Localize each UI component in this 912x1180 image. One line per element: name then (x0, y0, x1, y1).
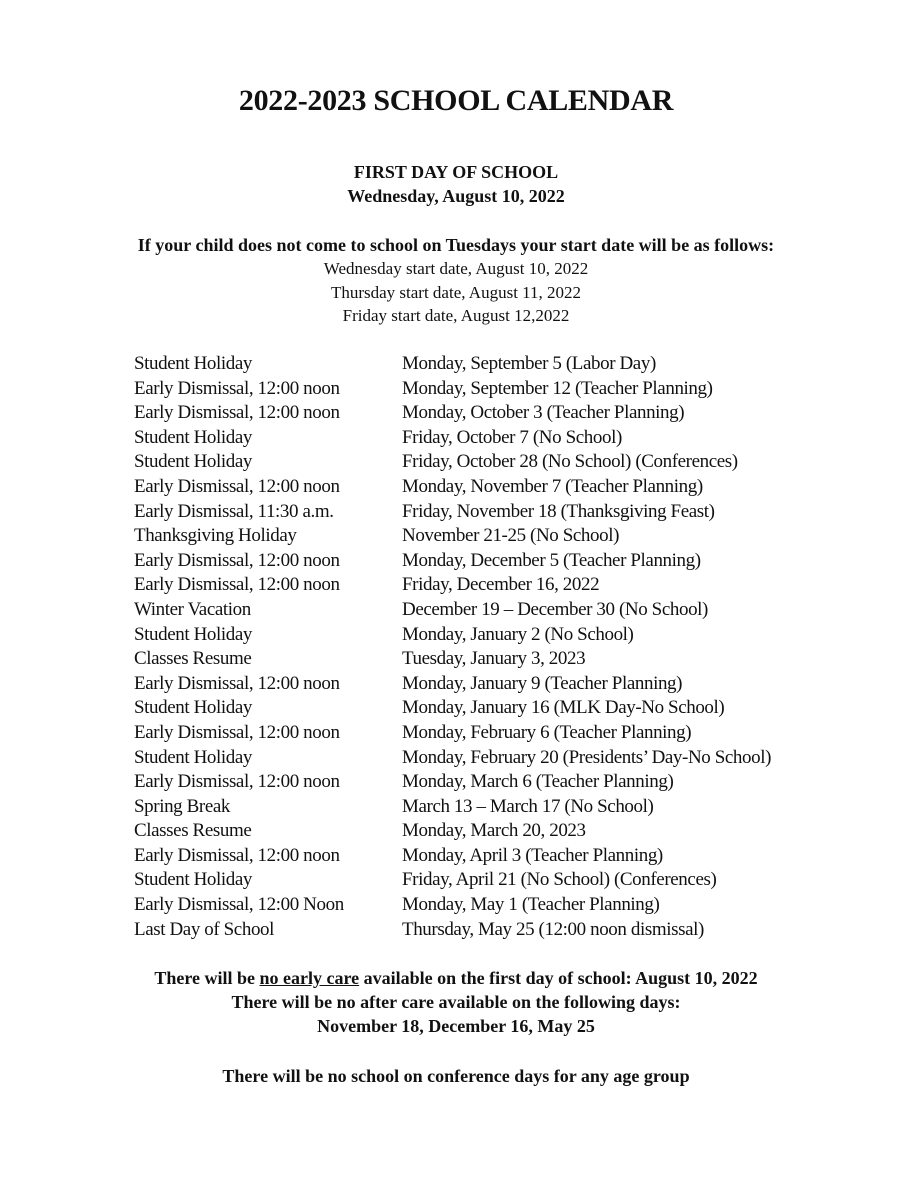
tuesday-note-heading: If your child does not come to school on Tuesdays your start date will be as follows: (137, 235, 775, 255)
event-date: March 13 – March 17 (No School) (402, 795, 654, 817)
after-care-dates: November 18, December 16, May 25 (317, 1016, 595, 1036)
event-date: Monday, September 5 (Labor Day) (402, 353, 656, 374)
event-name: Early Dismissal, 12:00 noon (134, 574, 340, 596)
early-care-suffix: available on the first day of school: August 10, 2022 (359, 968, 758, 988)
event-name: Early Dismissal, 12:00 noon (134, 771, 340, 793)
event-name: Early Dismissal, 12:00 noon (134, 377, 340, 399)
event-name: Student Holiday (134, 746, 253, 768)
event-name: Early Dismissal, 12:00 noon (134, 475, 340, 497)
event-name: Early Dismissal, 12:00 Noon (134, 894, 344, 916)
event-date: Monday, September 12 (Teacher Planning) (402, 377, 713, 399)
start-date-line: Friday start date, August 12,2022 (342, 306, 570, 325)
event-date: Friday, October 28 (No School) (Conferences) (402, 451, 738, 473)
start-date-line: Wednesday start date, August 10, 2022 (323, 259, 589, 278)
event-name: Early Dismissal, 12:00 noon (134, 402, 340, 424)
event-name: Spring Break (134, 795, 230, 817)
event-name: Early Dismissal, 11:30 a.m. (134, 500, 334, 522)
event-name: Classes Resume (134, 648, 252, 670)
event-date: Monday, January 16 (MLK Day-No School) (402, 697, 725, 719)
event-date: December 19 – December 30 (No School) (402, 598, 708, 620)
event-date: Friday, October 7 (No School) (402, 426, 622, 448)
event-date: Monday, December 5 (Teacher Planning) (402, 549, 701, 571)
early-care-note (0, 968, 912, 989)
event-date: Monday, January 2 (No School) (402, 623, 634, 645)
event-name: Early Dismissal, 12:00 noon (134, 672, 340, 694)
event-date: Monday, February 20 (Presidents’ Day-No School) (402, 746, 772, 768)
event-name: Early Dismissal, 12:00 noon (134, 549, 340, 571)
event-name: Thanksgiving Holiday (134, 525, 297, 547)
event-date: Thursday, May 25 (12:00 noon dismissal) (402, 918, 704, 940)
first-day-date: Wednesday, August 10, 2022 (347, 186, 565, 206)
event-date: Monday, April 3 (Teacher Planning) (402, 844, 663, 866)
first-day-heading: FIRST DAY OF SCHOOL (353, 162, 559, 182)
event-date: Friday, December 16, 2022 (402, 574, 600, 596)
event-date: Monday, November 7 (Teacher Planning) (402, 475, 703, 497)
conference-note: There will be no school on conference days for any age group (222, 1066, 690, 1086)
event-date: Monday, January 9 (Teacher Planning) (402, 672, 683, 694)
event-name: Student Holiday (134, 451, 253, 473)
event-date: Monday, May 1 (Teacher Planning) (402, 894, 660, 916)
early-care-prefix: There will be (154, 968, 260, 988)
event-name: Student Holiday (134, 353, 253, 374)
event-name: Winter Vacation (134, 598, 251, 620)
event-date: Monday, October 3 (Teacher Planning) (402, 402, 685, 424)
event-date: Monday, February 6 (Teacher Planning) (402, 721, 692, 743)
event-name: Early Dismissal, 12:00 noon (134, 844, 340, 866)
early-care-emphasis: no early care (259, 968, 360, 988)
event-name: Early Dismissal, 12:00 noon (134, 721, 340, 743)
event-name: Student Holiday (134, 697, 253, 719)
event-name: Student Holiday (134, 869, 253, 891)
event-date: Tuesday, January 3, 2023 (402, 648, 586, 670)
after-care-note: There will be no after care available on the following days: (231, 992, 681, 1012)
event-name: Last Day of School (134, 918, 275, 940)
start-date-line: Thursday start date, August 11, 2022 (330, 283, 582, 302)
event-date: Monday, March 6 (Teacher Planning) (402, 771, 674, 793)
event-date: Friday, November 18 (Thanksgiving Feast) (402, 500, 715, 522)
event-name: Student Holiday (134, 426, 253, 448)
event-name: Student Holiday (134, 623, 253, 645)
event-date: November 21-25 (No School) (402, 525, 620, 547)
event-date: Monday, March 20, 2023 (402, 820, 586, 842)
event-name: Classes Resume (134, 820, 252, 842)
event-date: Friday, April 21 (No School) (Conferences) (402, 869, 717, 891)
page-title: 2022-2023 SCHOOL CALENDAR (238, 84, 674, 117)
